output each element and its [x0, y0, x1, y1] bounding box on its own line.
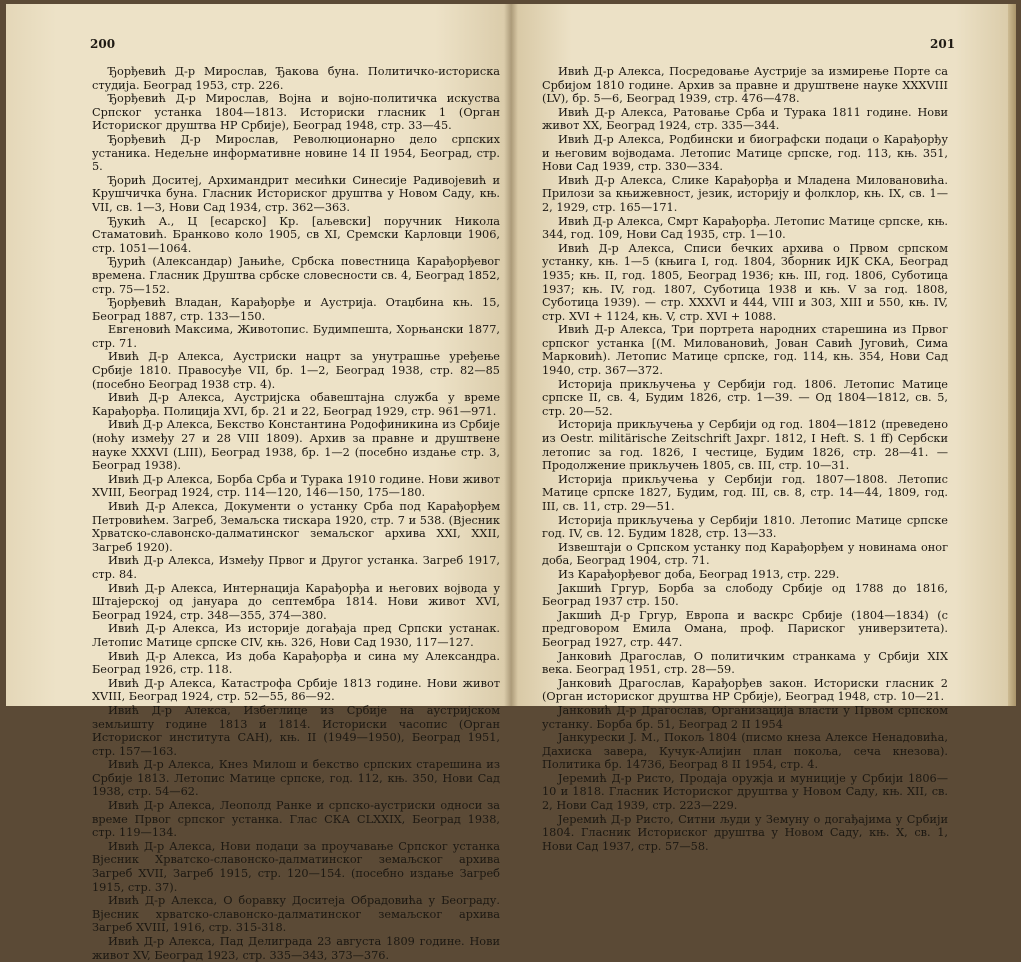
bibliography-entry: Ивић Д-р Алекса, Борба Срба и Турака 1910 године. Нови живот XVIII, Београд 1924, стр. 114—120, 146—150, 175—180.	[92, 472, 500, 500]
bibliography-entry: Јанковић Драгослав, О политичким странкама у Србији XIX века. Београд 1951, стр. 28—59.	[542, 649, 948, 677]
bibliography-entry: Јанкурески J. M., Покољ 1804 (писмо кнеза Алексе Ненадовића, Дахиска завера, Кучук-Алијин план покоља, сеча кнезова). Политика бр. 14736, Београд 8 II 1954, стр. 4.	[542, 731, 948, 772]
bibliography-entry: Ивић Д-р Алекса, Нови подаци за проучавање Српског устанка Вјесник Хрватско-славонско-далматинског земаљског архива Загреб XVII, Загреб 1915, стр. 120—154. (посебно издање Загреб 1915, стр. 37).	[92, 839, 500, 894]
bibliography-entry: Историја прикључења у Сербији год. 1806. Летопис Матице српске II, св. 4, Будим 1826, стр. 1—39. — Од 1804—1812, св. 5, стр. 20—52.	[542, 377, 948, 418]
bibliography-entry: Ивић Д-р Алекса, Бекство Константина Родофиникина из Србије (ноћу између 27 и 28 VIII 1809). Архив за правне и друштвене науке XXXVI (LIII), Београд 1938, бр. 1—2 (посебно издање стр. 3, Београд 1938).	[92, 418, 500, 473]
bibliography-entry: Ивић Д-р Алекса, Из доба Карађорђа и сина му Александра. Београд 1926, стр. 118.	[92, 649, 500, 677]
right-bibliography-column	[542, 65, 948, 853]
bibliography-entry: Јанковић Д-р Драгослав, Организација власти у Првом српском устанку. Борба бр. 51, Београд 2 II 1954	[542, 703, 948, 731]
bibliography-entry: Ђукић А., Ц [есарско] Кр. [аљевски] поручник Никола Стаматовић. Бранково коло 1905, св XI, Сремски Карловци 1906, стр. 1051—1064.	[92, 214, 500, 255]
bibliography-entry: Историја прикључења у Сербији од год. 1804—1812 (преведено из Oestr. militärische Zeitschrift Јахрг. 1812, I Heft. S. 1 ff) Сербски летопис за год. 1826, I честице, Будим 1826, стр. 28—41. — Продолжение прикључењ 1805, св. III, стр. 10—31.	[542, 418, 948, 473]
page-edge	[1008, 4, 1016, 706]
bibliography-entry: Јеремић Д-р Ристо, Продаја оружја и муниције у Србији 1806—10 и 1818. Гласник Историског друштва у Новом Саду, књ. XII, св. 2, Нови Сад 1939, стр. 223—229.	[542, 771, 948, 813]
bibliography-entry: Ђорђевић Владан, Карађорђе и Аустрија. Отаџбина књ. 15, Београд 1887, стр. 133—150.	[92, 296, 500, 323]
bibliography-entry: Ивић Д-р Алекса, Списи бечких архива о Првом српском устанку, књ. 1—5 (књига I, год. 1804, Зборник ИЈК СКА, Београд 1935; књ. II, год. 1805, Београд 1936; књ. III, год. 1806, Суботица 1937; књ. IV, год. 1807, Суботица 1938 и књ. V за год. 1808, Суботица 1939). — стр. XXXVI и 444, VIII и 303, XIII и 550, књ. IV, стр. XVI + 1124, књ. V, стр. XVI + 1088.	[542, 241, 948, 323]
bibliography-entry: Евгеновић Максима, Животопис. Будимпешта, Хорњански 1877, стр. 71.	[92, 323, 500, 350]
right-page-number: 201	[930, 37, 956, 51]
bibliography-entry: Јанковић Драгослав, Карађорђев закон. Историски гласник 2 (Орган историског друштва НР Србије), Београд 1948, стр. 10—21.	[542, 676, 948, 704]
bibliography-entry: Ђорђевић Д-р Мирослав, Ђакова буна. Политичко-историска студија. Београд 1953, стр. 226.	[92, 65, 500, 92]
bibliography-entry: Ивић Д-р Алекса, Смрт Карађорђа. Летопис Матице српске, књ. 344, год. 109, Нови Сад 1935, стр. 1—10.	[542, 214, 948, 242]
bibliography-entry: Ђорђевић Д-р Мирослав, Революционарно дело српских устаника. Недељне информативне новине 14 II 1954, Београд, стр. 5.	[92, 132, 500, 174]
left-bibliography-column	[92, 65, 500, 962]
bibliography-entry: Ивић Д-р Алекса, Ратовање Срба и Турака 1811 године. Нови живот XX, Београд 1924, стр. 335—344.	[542, 105, 948, 133]
bibliography-entry: Ђорђевић Д-р Мирослав, Војна и војно-политичка искуства Српског устанка 1804—1813. Историски гласник 1 (Орган Историског друштва НР Србије), Београд 1948, стр. 33—45.	[92, 92, 500, 133]
bibliography-entry: Ивић Д-р Алекса, Кнез Милош и бекство српских старешина из Србије 1813. Летопис Матице српске, год. 112, књ. 350, Нови Сад 1938, стр. 54—62.	[92, 758, 500, 799]
bibliography-entry: Ивић Д-р Алекса, Леополд Ранке и српско-аустриски односи за време Првог српског устанка. Глас СКА CLXXIX, Београд 1938, стр. 119—134.	[92, 799, 500, 840]
bibliography-entry: Ивић Д-р Алекса, Посредовање Аустрије за измирење Порте са Србијом 1810 године. Архив за правне и друштвене науке XXXVIII (LV), бр. 5—6, Београд 1939, стр. 476—478.	[542, 65, 948, 106]
book-gutter	[504, 4, 518, 706]
bibliography-entry: Извештаји о Српском устанку под Карађорђем у новинама оног доба, Београд 1904, стр. 71.	[542, 540, 948, 568]
left-page-number: 200	[90, 37, 116, 51]
bibliography-entry: Јакшић Гргур, Борба за слободу Србије од 1788 до 1816, Београд 1937 стр. 150.	[542, 581, 948, 609]
bibliography-entry: Ивић Д-р Алекса, Слике Карађорђа и Младена Миловановића. Прилози за књижевност, језик, историју и фолклор, књ. IX, св. 1—2, 1929, стр. 165—171.	[542, 173, 948, 214]
bibliography-entry: Ивић Д-р Алекса, Избеглице из Србије на аустријском земљишту године 1813 и 1814. Историски часопис (Орган Историског института САН), књ. II (1949—1950), Београд 1951, стр. 157—163.	[92, 703, 500, 758]
bibliography-entry: Ивић Д-р Алекса, Аустријска обавештајна служба у време Карађорђа. Полиција XVI, бр. 21 и 22, Београд 1929, стр. 961—971.	[92, 391, 500, 418]
bibliography-entry: Ивић Д-р Алекса, Из историје догађаја пред Српски устанак. Летопис Матице српске CIV, књ. 326, Нови Сад 1930, 117—127.	[92, 622, 500, 649]
bibliography-entry: Историја прикључења у Сербији 1810. Летопис Матице српске год. IV, св. 12. Будим 1828, стр. 13—33.	[542, 513, 948, 541]
bibliography-entry: Ивић Д-р Алекса, Катастрофа Србије 1813 године. Нови живот XVIII, Београд 1924, стр. 52—55, 86—92.	[92, 676, 500, 704]
bibliography-entry: Ивић Д-р Алекса, Родбински и биографски подаци о Карађорђу и његовим војводама. Летопис Матице српске, год. 113, књ. 351, Нови Сад 1939, стр. 330—334.	[542, 132, 948, 174]
bibliography-entry: Ђорић Доситеј, Архимандрит месићки Синесије Радивојевић и Крушчичка буна. Гласник Историског друштва у Новом Саду, књ. VII, св. 1—3, Нови Сад 1934, стр. 362—363.	[92, 173, 500, 214]
bibliography-entry: Историја прикључења у Сербији год. 1807—1808. Летопис Матице српске 1827, Будим, год. III, св. 8, стр. 14—44, 1809, год. III, св. 11, стр. 29—51.	[542, 472, 948, 513]
book-spread	[6, 4, 1016, 962]
bibliography-entry: Ивић Д-р Алекса, Пад Делиграда 23 августа 1809 године. Нови живот XV, Београд 1923, стр. 335—343, 373—376.	[92, 935, 500, 962]
bibliography-entry: Из Карађорђевог доба, Београд 1913, стр. 229.	[558, 567, 840, 581]
bibliography-entry: Ивић Д-р Алекса, Аустриски нацрт за унутрашње уређење Србије 1810. Правосуђе VII, бр. 1—2, Београд 1938, стр. 82—85 (посебно Београд 1938 стр. 4).	[92, 350, 500, 391]
bibliography-entry: Ивић Д-р Алекса, Између Првог и Другог устанка. Загреб 1917, стр. 84.	[92, 554, 500, 581]
bibliography-entry: Јакшић Д-р Гргур, Европа и васкрс Србије (1804—1834) (с предговором Емила Омана, проф. Париског универзитета). Београд 1927, стр. 447.	[542, 608, 948, 649]
bibliography-entry: Ивић Д-р Алекса, Документи о устанку Срба под Карађорђем Петровићем. Загреб, Земаљска тискара 1920, стр. 7 и 538. (Вјесник Хрватско-славонско-далматинског земаљског архива XXI, XXII, Загреб 1920).	[92, 500, 500, 554]
bibliography-entry: Јеремић Д-р Ристо, Ситни људи у Земуну о догађајима у Србији 1804. Гласник Историског друштва у Новом Саду, књ. X, св. 1, Нови Сад 1937, стр. 57—58.	[542, 812, 948, 853]
bibliography-entry: Ивић Д-р Алекса, Три портрета народних старешина из Првог српског устанка [(М. Миловановић, Јован Савић Југовић, Сима Марковић). Летопис Матице српске, год. 114, књ. 354, Нови Сад 1940, стр. 367—372.	[542, 323, 948, 378]
bibliography-entry: Ивић Д-р Алекса, О боравку Доситеја Обрадовића у Београду. Вјесник хрватско-славонско-далматинског земаљског архива Загреб XVIII, 1916, стр. 315-318.	[92, 894, 500, 935]
bibliography-entry: Ивић Д-р Алекса, Интернација Карађорђа и његових војвода у Штајерској од јануара до септембра 1814. Нови живот XVI, Београд 1924, стр. 348—355, 374—380.	[92, 581, 500, 622]
bibliography-entry: Ђурић (Александар) Јањиће, Србска повестница Карађорђевог времена. Гласник Друштва србске словесности св. 4, Београд 1852, стр. 75—152.	[92, 255, 500, 296]
